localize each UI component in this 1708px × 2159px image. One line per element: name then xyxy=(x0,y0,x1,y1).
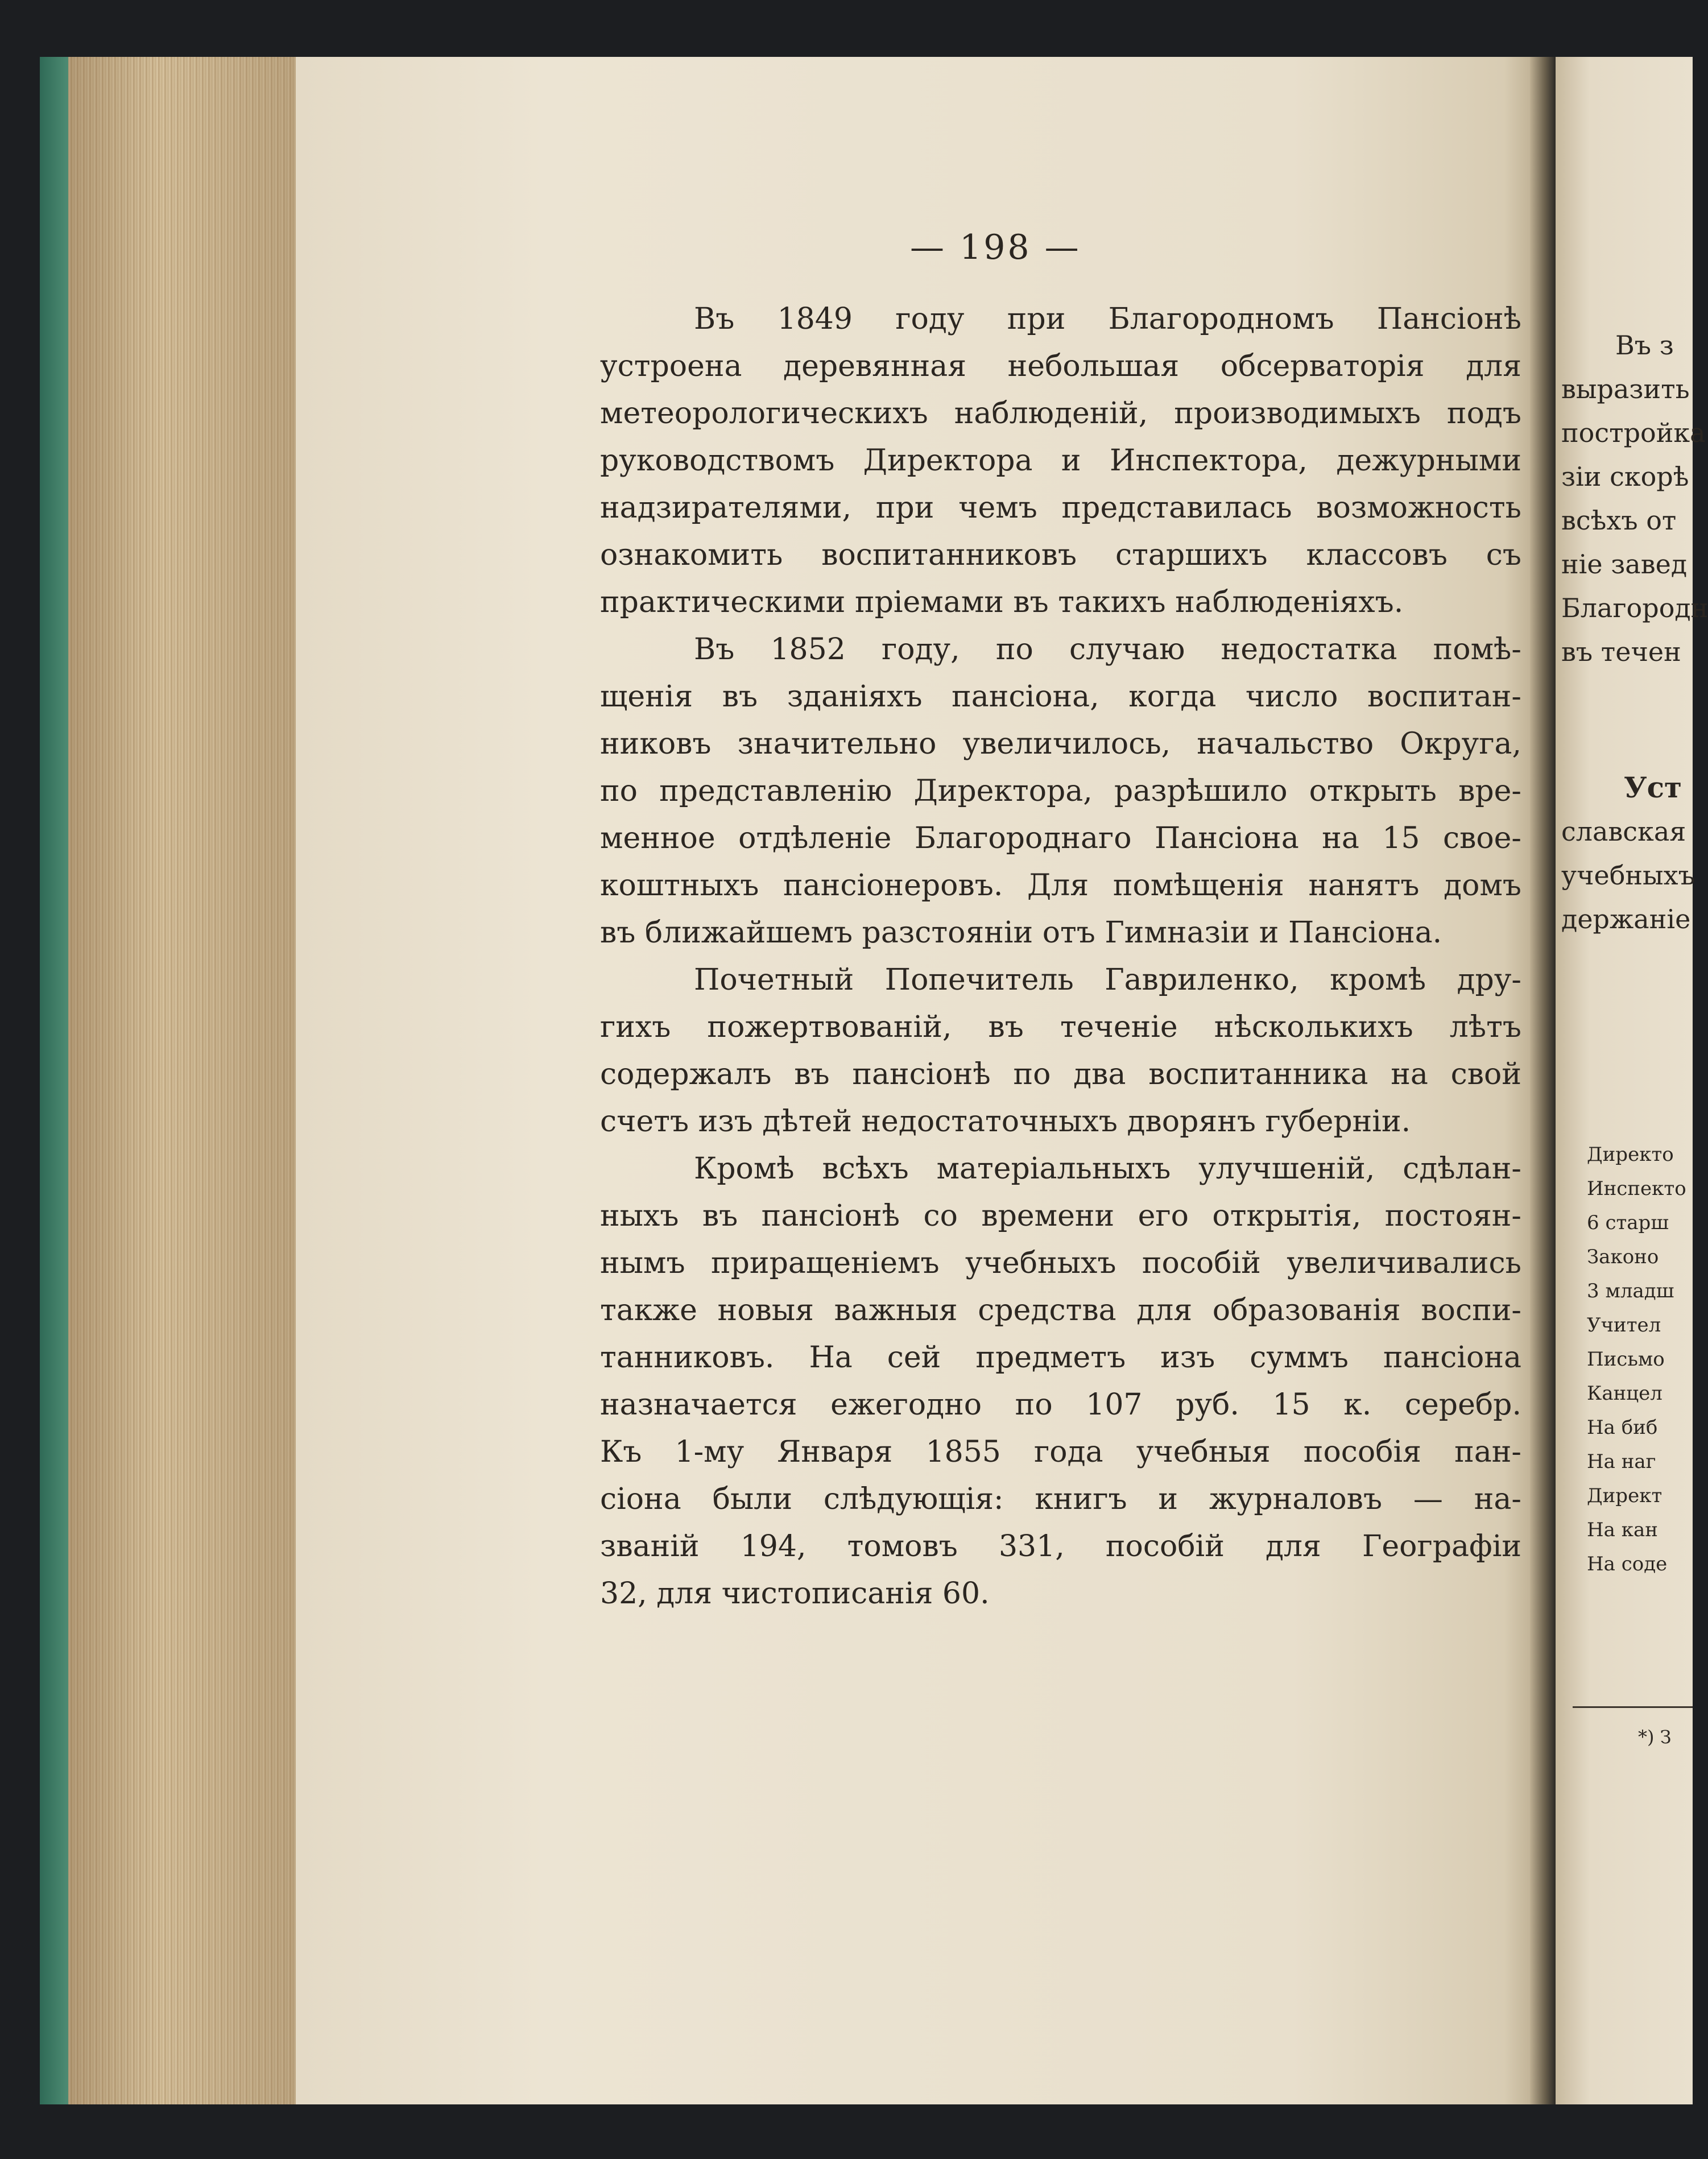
right-list-item: Законо xyxy=(1587,1246,1659,1268)
text-line: въ ближайшемъ разстояніи отъ Гимназіи и Пансіона. xyxy=(600,916,1442,950)
text-line: никовъ значительно увеличилось, начальство Округа, xyxy=(600,727,1521,761)
right-text-line: постройка xyxy=(1561,417,1706,448)
text-line: надзирателями, при чемъ представилась возможность xyxy=(600,491,1521,525)
text-line: коштныхъ пансіонеровъ. Для помѣщенія нанятъ домъ xyxy=(600,868,1521,903)
right-list-item: 6 старш xyxy=(1587,1211,1669,1234)
right-list-item: На кан xyxy=(1587,1519,1658,1541)
text-line: 32, для чистописанія 60. xyxy=(600,1577,990,1611)
text-line: нымъ приращеніемъ учебныхъ пособій увеличивались xyxy=(600,1246,1521,1280)
right-page-text xyxy=(1556,0,1708,2159)
text-line: щенія въ зданіяхъ пансіона, когда число воспитан- xyxy=(600,680,1521,714)
text-line: Въ 1849 году при Благородномъ Пансіонѣ xyxy=(694,302,1521,336)
page-edges xyxy=(68,57,296,2104)
text-line: менное отдѣленіе Благороднаго Пансіона на 15 свое- xyxy=(600,821,1521,855)
text-line: Кромѣ всѣхъ матеріальныхъ улучшеній, сдѣлан- xyxy=(694,1152,1521,1186)
right-list-item: На наг xyxy=(1587,1450,1656,1473)
right-text-line: ніе завед xyxy=(1561,549,1688,580)
footnote-rule xyxy=(1573,1706,1693,1708)
right-list-item: На соде xyxy=(1587,1553,1668,1575)
right-text-line: Благородн xyxy=(1561,593,1708,623)
right-list-item: Инспекто xyxy=(1587,1177,1686,1200)
right-list-item: 3 младш xyxy=(1587,1280,1674,1302)
scan-background xyxy=(40,2104,1693,2159)
text-line: Въ 1852 году, по случаю недостатка помѣ- xyxy=(694,632,1521,667)
text-line: практическими пріемами въ такихъ наблюденіяхъ. xyxy=(600,585,1404,619)
right-list-item: Канцел xyxy=(1587,1382,1662,1405)
text-line: содержалъ въ пансіонѣ по два воспитанника на свой xyxy=(600,1057,1521,1091)
right-list-item: Директо xyxy=(1587,1143,1674,1166)
text-line: танниковъ. На сей предметъ изъ суммъ пансіона xyxy=(600,1341,1521,1375)
text-line: руководствомъ Директора и Инспектора, дежурными xyxy=(600,444,1521,478)
right-text-line: славская xyxy=(1561,816,1686,847)
text-line: метеорологическихъ наблюденій, производимыхъ подъ xyxy=(600,396,1521,431)
text-line: Къ 1-му Января 1855 года учебныя пособія пан- xyxy=(600,1435,1521,1469)
right-text-line: зіи скорѣ xyxy=(1561,461,1689,492)
right-text-line: Въ з xyxy=(1615,330,1674,361)
right-list-item: Директ xyxy=(1587,1484,1662,1507)
book-gutter xyxy=(1530,57,1556,2104)
text-line: по представленію Директора, разрѣшило открыть вре- xyxy=(600,774,1521,808)
text-line: ознакомить воспитанниковъ старшихъ классовъ съ xyxy=(600,538,1521,572)
text-line: также новыя важныя средства для образованія воспи- xyxy=(600,1293,1521,1327)
text-line: назначается ежегодно по 107 руб. 15 к. серебр. xyxy=(600,1388,1521,1422)
left-page-text xyxy=(600,296,1521,1618)
page-number: — 198 — xyxy=(910,228,1081,267)
text-line: Почетный Попечитель Гавриленко, кромѣ дру- xyxy=(694,963,1521,997)
right-heading: Уст xyxy=(1624,771,1682,804)
right-list-item: Письмо xyxy=(1587,1348,1665,1371)
right-list-item: На биб xyxy=(1587,1416,1658,1439)
text-line: сіона были слѣдующія: книгъ и журналовъ — на- xyxy=(600,1482,1521,1516)
text-line: званій 194, томовъ 331, пособій для Географіи xyxy=(600,1529,1521,1564)
text-line: счетъ изъ дѣтей недостаточныхъ дворянъ губерніи. xyxy=(600,1105,1411,1139)
text-line: гихъ пожертвованій, въ теченіе нѣсколькихъ лѣтъ xyxy=(600,1010,1521,1044)
right-text-line: въ течен xyxy=(1561,636,1681,667)
right-text-line: учебныхъ xyxy=(1561,860,1695,891)
right-text-line: выразить xyxy=(1561,374,1690,404)
text-line: устроена деревянная небольшая обсерваторія для xyxy=(600,349,1521,383)
text-line: ныхъ въ пансіонѣ со времени его открытія, постоян- xyxy=(600,1199,1521,1233)
right-list-item: Учител xyxy=(1587,1314,1661,1337)
right-footnote: *) З xyxy=(1638,1726,1672,1748)
right-text-line: всѣхъ от xyxy=(1561,505,1677,536)
right-text-line: держаніе xyxy=(1561,904,1691,934)
